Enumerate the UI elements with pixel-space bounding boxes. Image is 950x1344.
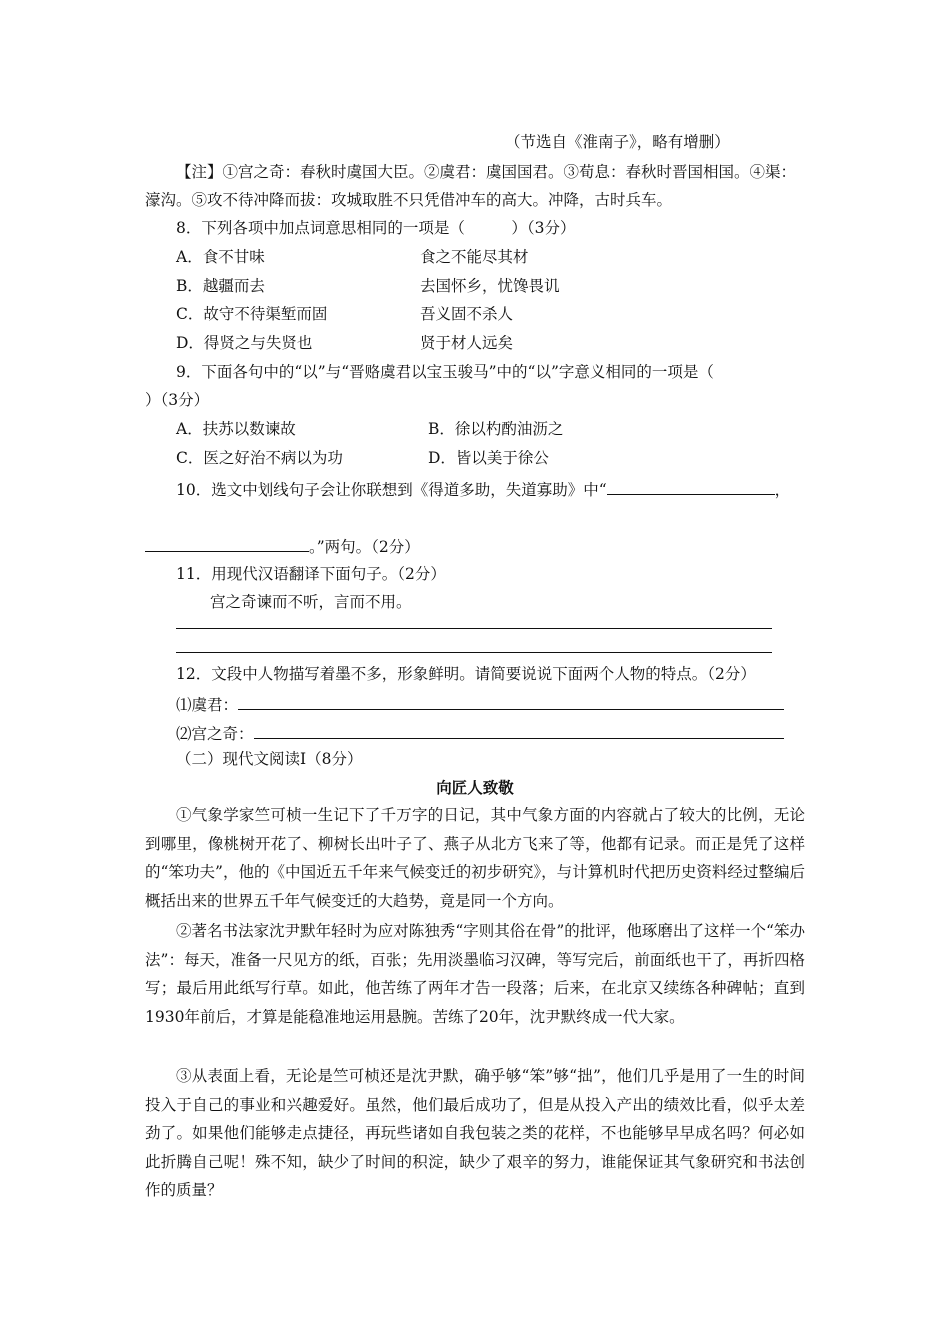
q8-option-a-pair: 食之不能尽其材 [420,248,529,266]
question-10-text: 10．选文中划线句子会让你联想到《得道多助，失道寡助》中“ [176,481,607,499]
q8-option-b: B．越疆而去 [176,277,265,295]
q8-option-d-pair: 贤于材人远矣 [420,334,514,352]
question-10-comma: ， [774,481,791,499]
question-10-line-1 [176,476,790,501]
answer-line-q11-1[interactable] [176,628,772,629]
essay-title: 向匠人致敬 [436,779,514,797]
source-note: （节选自《淮南子》，略有增删） [505,133,730,151]
annotation-line-2: 濠沟。⑤攻不待冲降而拔：攻城取胜不只凭借冲车的高大。冲降，古时兵车。 [145,191,673,209]
q9-option-c: C．医之好治不病以为功 [176,449,343,467]
section-heading: （二）现代文阅读Ⅰ（8分） [176,750,363,768]
q8-option-c-pair: 吾义固不杀人 [420,305,514,323]
question-10-tail: 。”两句。（2分） [309,538,420,556]
question-11-sentence: 宫之奇谏而不听，言而不用。 [210,593,412,611]
q9-option-d: D．皆以美于徐公 [428,449,549,467]
essay-paragraph-3 [145,1062,805,1205]
essay-paragraph-3-text: ③从表面上看，无论是竺可桢还是沈尹默，确乎够“笨”够“拙”，他们几乎是用了一生的时间投入于自己的事业和兴趣爱好。虽然，他们最后成功了，但是从投入产出的绩效比看，似乎太差劲了。如果他们能够走点捷径，再玩些诸如自我包装之类的花样，不也能够早早成名吗？何必如此折腾自己呢！殊不知，缺少了时间的积淀，缺少了艰辛的努力，谁能保证其气象研究和书法创作的质量？ [145,1067,805,1199]
answer-blank-q12-2[interactable] [254,720,784,739]
question-11-stem: 11．用现代汉语翻译下面句子。（2分） [176,565,446,583]
q9-option-b: B．徐以杓酌油沥之 [428,420,564,438]
answer-line-q11-2[interactable] [176,652,772,653]
annotation-line-1: 【注】①宫之奇：春秋时虞国大臣。②虞君：虞国国君。③荀息：春秋时晋国相国。④渠： [176,163,797,181]
q8-option-d: D．得贤之与失贤也 [176,334,313,352]
answer-blank-q10-a[interactable] [607,476,775,495]
question-12-item-1 [176,691,784,716]
answer-blank-q10-b[interactable] [145,533,309,552]
question-12-item-2 [176,720,784,745]
question-12-stem: 12．文段中人物描写着墨不多，形象鲜明。请简要说说下面两个人物的特点。（2分） [176,665,756,683]
essay-paragraph-1-text: ①气象学家竺可桢一生记下了千万字的日记，其中气象方面的内容就占了较大的比例，无论到哪里，像桃树开花了、柳树长出叶子了、燕子从北方飞来了等，他都有记录。而正是凭了这样的“笨功夫”，他的《中国近五千年来气候变迁的初步研究》，与计算机时代把历史资料经过整编后概括出来的世界五千年气候变迁的大趋势，竟是同一个方向。 [145,806,805,910]
q8-option-b-pair: 去国怀乡，忧馋畏讥 [420,277,560,295]
answer-blank-q12-1[interactable] [238,691,784,710]
question-9-stem-line-2: ）（3分） [145,391,210,409]
q8-option-a: A．食不甘味 [176,248,265,266]
question-8-stem: 8．下列各项中加点词意思相同的一项是（ ）（3分） [176,219,576,237]
essay-paragraph-2 [145,917,805,1031]
essay-paragraph-1 [145,801,805,915]
q9-option-a: A．扶苏以数谏故 [176,420,296,438]
question-12-item-1-label: ⑴虞君： [176,696,239,714]
essay-paragraph-2-text: ②著名书法家沈尹默年轻时为应对陈独秀“字则其俗在骨”的批评，他琢磨出了这样一个“笨办法”：每天，准备一尺见方的纸，百张；先用淡墨临习汉碑，等写完后，前面纸也干了，再折四格写；最后用此纸写行草。如此，他苦练了两年才告一段落；后来，在北京又续练各种碑帖；直到1930年前后，才算是能稳准地运用悬腕。苦练了20年，沈尹默终成一代大家。 [145,922,805,1026]
q8-option-c: C．故守不待渠堑而固 [176,305,328,323]
question-10-line-2 [145,533,420,558]
question-9-stem-line-1: 9．下面各句中的“以”与“晋赂虞君以宝玉骏马”中的“以”字意义相同的一项是（ [176,363,714,381]
question-12-item-2-label: ⑵宫之奇： [176,725,254,743]
